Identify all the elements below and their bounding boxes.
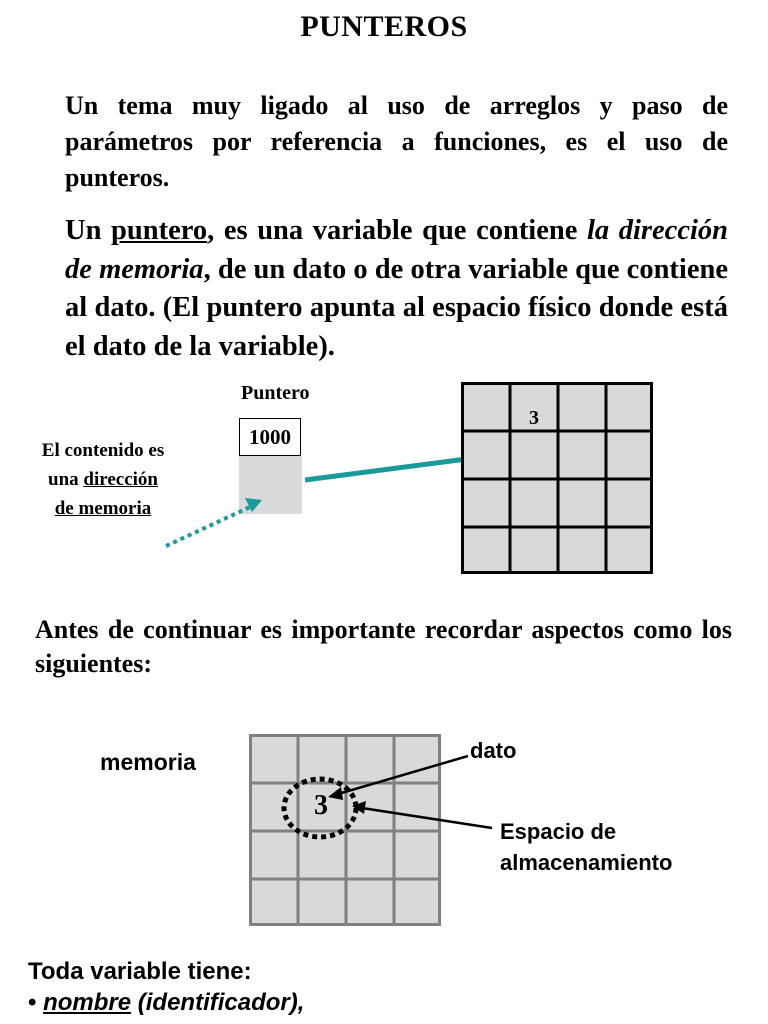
caption-line-2-plain: una [48,469,84,490]
definition-term: puntero [111,215,208,246]
caption-line-1: El contenido es [41,440,165,461]
pointer-box: 1000 [239,418,301,456]
space-pointer-line [362,808,492,828]
bullet-glyph: • [28,989,37,1016]
bottom-bullet-item [28,989,304,1017]
diagram-cell-value: 3 [314,790,328,821]
dato-label: dato [470,738,517,763]
caption-line-3: de memoria [54,498,152,519]
definition-rest: , de un dato o de otra variable que contiene al dato. (El puntero apunta al espacio físico donde está el dato de la variable). [65,253,728,362]
definition-mid: , es una variable que contiene [207,215,587,246]
definition-emphasis: la dirección de memoria [65,215,728,285]
storage-space-line-2: almacenamiento [500,850,673,875]
dato-pointer-head [328,787,343,800]
definition-lead: Un [65,215,112,246]
dato-pointer-line [338,756,468,794]
bullet-item-term: nombre [43,989,132,1016]
pointer-label: Puntero [241,382,310,404]
page-title: PUNTEROS [300,10,468,43]
reminder-paragraph: Antes de continuar es importante recordar aspectos como los siguientes: [35,615,732,678]
storage-space-line-1: Espacio de [500,819,617,844]
intro-paragraph: Un tema muy ligado al uso de arreglos y paso de parámetros por referencia a funciones, es el uso de punteros. [65,91,728,192]
bottom-heading: Toda variable tiene: [28,958,252,985]
grid-cell-value: 3 [529,407,539,429]
caption-line-2-underlined: dirección [83,469,158,490]
storage-space-circle [284,779,356,837]
bullet-item-rest: (identificador), [131,989,305,1016]
memory-label: memoria [100,749,196,775]
